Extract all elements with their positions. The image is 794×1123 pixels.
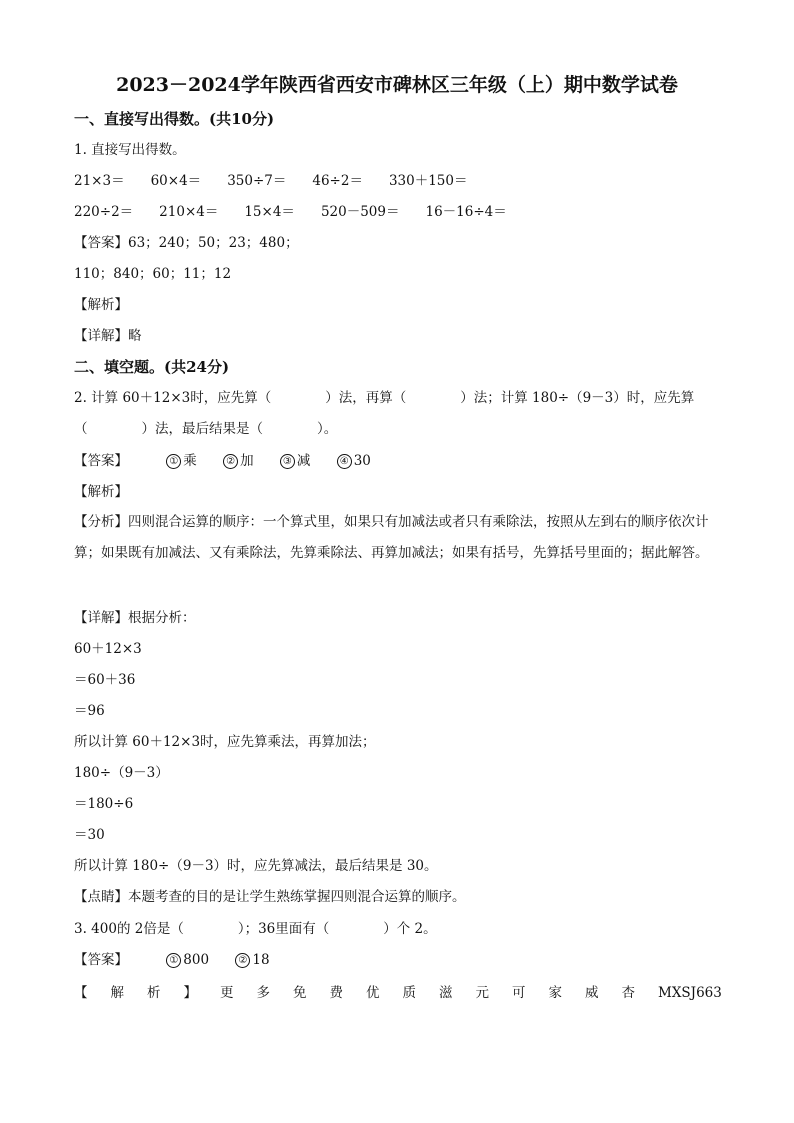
calc-step: 180÷（9－3） — [74, 765, 169, 781]
char: 威 — [585, 985, 599, 1001]
calc-item: 330＋150＝ — [388, 173, 468, 189]
question-3-answer — [74, 951, 292, 969]
question-1-answer-line-2: 110；840；60；11；12 — [74, 266, 232, 282]
dianjing-label: 【点睛】 — [74, 889, 128, 905]
section-2-heading: 二、填空题。(共24分) — [74, 358, 230, 376]
question-1-row-1 — [74, 172, 494, 190]
detail-text: 略 — [128, 328, 142, 344]
answer-value: 加 — [240, 453, 254, 469]
char: 家 — [548, 985, 562, 1001]
char: 杏 — [621, 985, 635, 1001]
calc-item: 15×4＝ — [244, 204, 295, 220]
answer-value: 30 — [353, 453, 371, 469]
calc-item: 350÷7＝ — [227, 173, 287, 189]
question-2-analysis-label: 【解析】 — [74, 484, 128, 500]
char: 解 — [110, 985, 124, 1001]
char: 元 — [475, 985, 489, 1001]
fenxi-label: 【分析】 — [74, 514, 128, 530]
char: 析 — [147, 985, 161, 1001]
answer-value: 800 — [183, 952, 210, 968]
dianjing-text: 本题考查的目的是让学生熟练掌握四则混合运算的顺序。 — [128, 889, 466, 905]
answer-label: 【答案】 — [74, 235, 128, 251]
conclusion-line: 所以计算 60＋12×3时，应先算乘法，再算加法； — [74, 734, 376, 750]
answer-item — [337, 452, 371, 470]
question-3-stem: 3. 400的 2倍是（ ）；36里面有（ ）个 2。 — [74, 921, 437, 937]
question-1-analysis-label: 【解析】 — [74, 297, 128, 313]
question-1-stem: 1. 直接写出得数。 — [74, 142, 186, 158]
question-2-answer — [74, 452, 393, 470]
question-1-answer — [74, 234, 299, 252]
circled-number: ② — [235, 953, 250, 968]
calc-step: ＝96 — [74, 703, 105, 719]
char: 滋 — [439, 985, 453, 1001]
detail-label: 【详解】 — [74, 610, 128, 626]
page-title: 2023－2024学年陕西省西安市碑林区三年级（上）期中数学试卷 — [116, 74, 678, 96]
calc-item: 21×3＝ — [74, 173, 125, 189]
answer-value: 减 — [296, 453, 311, 469]
bracket-close: 】 — [183, 985, 197, 1001]
char: 可 — [512, 985, 526, 1001]
answer-value: 乘 — [183, 453, 197, 469]
char: 免 — [293, 985, 307, 1001]
question-2-detail — [74, 609, 196, 627]
detail-label: 【详解】 — [74, 328, 128, 344]
code-text: MXSJ663 — [658, 985, 722, 1001]
char: 更 — [220, 985, 234, 1001]
answer-item — [223, 452, 254, 470]
calc-item: 220÷2＝ — [74, 204, 134, 220]
answer-item — [235, 951, 269, 969]
question-1-detail — [74, 327, 142, 345]
char: 优 — [366, 985, 380, 1001]
bracket-open: 【 — [74, 985, 88, 1001]
question-2-dianjing — [74, 888, 466, 906]
question-3-analysis-line — [74, 984, 722, 1002]
circled-number: ② — [223, 454, 238, 469]
char: 费 — [329, 985, 343, 1001]
calc-step: ＝30 — [74, 827, 105, 843]
calc-step: ＝180÷6 — [74, 796, 134, 812]
answer-item — [280, 452, 311, 470]
circled-number: ④ — [337, 454, 352, 469]
calc-item: 46÷2＝ — [312, 173, 363, 189]
answer-label: 【答案】 — [74, 453, 128, 469]
section-1-heading: 一、直接写出得数。(共10分) — [74, 110, 275, 128]
calc-item: 520－509＝ — [320, 204, 400, 220]
answer-text: 63；240；50；23；480； — [128, 235, 299, 251]
question-2-stem: 2. 计算 60＋12×3时，应先算（ ）法，再算（ ）法；计算 180÷（9－3）时，应先算（ ）法，最后结果是（ ）。 — [74, 390, 695, 437]
detail-intro: 根据分析： — [128, 610, 196, 626]
fenxi-text: 四则混合运算的顺序：一个算式里，如果只有加减法或者只有乘除法，按照从左到右的顺序依次计算；如果既有加减法、又有乘除法，先算乘除法、再算加减法；如果有括号，先算括号里面的；据此解答。 — [74, 514, 709, 561]
char: 质 — [402, 985, 416, 1001]
question-2-fenxi — [74, 507, 722, 569]
question-1-row-2 — [74, 203, 533, 221]
circled-number: ③ — [280, 454, 295, 469]
calc-item: 60×4＝ — [150, 173, 202, 189]
answer-label: 【答案】 — [74, 952, 128, 968]
circled-number: ① — [166, 454, 181, 469]
calc-item: 210×4＝ — [159, 204, 219, 220]
answer-item — [166, 452, 197, 470]
char: 多 — [256, 985, 270, 1001]
circled-number: ① — [166, 953, 181, 968]
answer-item — [166, 951, 209, 969]
calc-item: 16－16÷4＝ — [425, 204, 507, 220]
calc-step: 60＋12×3 — [74, 641, 142, 657]
answer-value: 18 — [252, 952, 270, 968]
calc-step: ＝60＋36 — [74, 672, 136, 688]
conclusion-line: 所以计算 180÷（9－3）时，应先算减法，最后结果是 30。 — [74, 858, 438, 874]
